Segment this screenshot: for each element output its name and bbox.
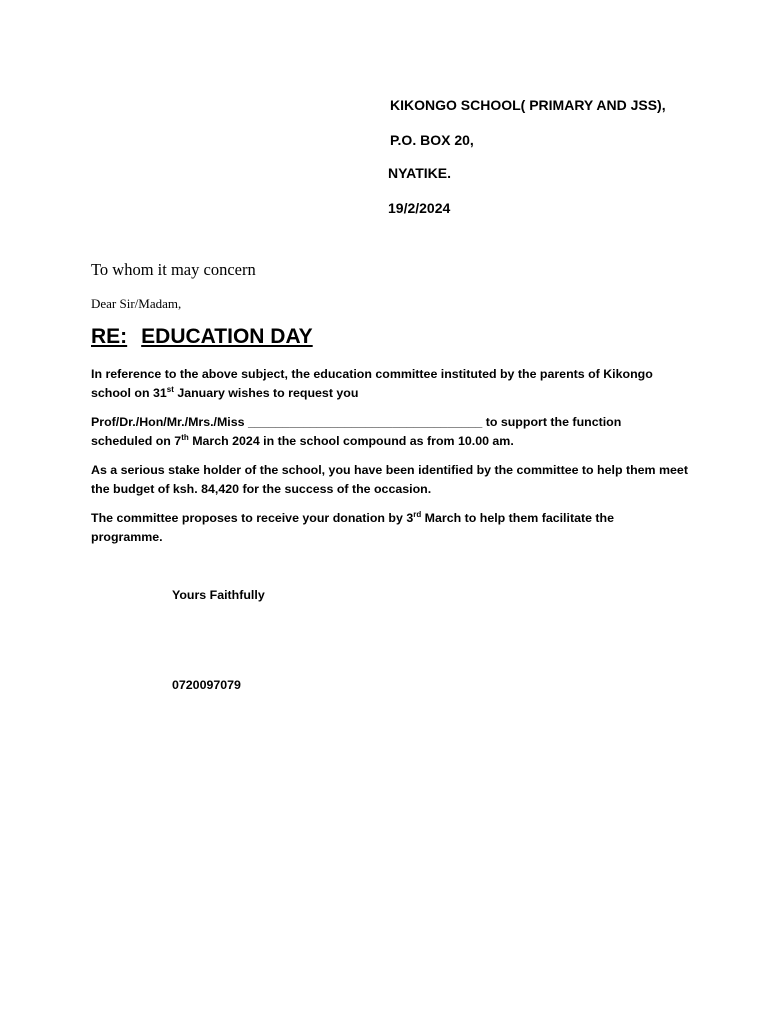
sender-school: KIKONGO SCHOOL( PRIMARY AND JSS),	[390, 97, 666, 113]
subject-prefix: RE:	[91, 325, 128, 348]
recipient-line: To whom it may concern	[91, 260, 256, 279]
paragraph-deadline: The committee proposes to receive your donation by 3rd March to help them facilitate the programme.	[91, 509, 615, 544]
sender-box: P.O. BOX 20,	[390, 132, 474, 148]
salutation: Dear Sir/Madam,	[91, 296, 182, 311]
letter-date: 19/2/2024	[388, 200, 451, 216]
phone-number: 0720097079	[172, 678, 241, 692]
sender-town: NYATIKE.	[388, 165, 452, 181]
subject-title: EDUCATION DAY	[141, 325, 313, 348]
paragraph-invite: Prof/Dr./Hon/Mr./Mrs./Miss __________________________________ to support the function scheduled on 7th March 2024 in the school compound as from 10.00 am.	[91, 415, 622, 448]
paragraph-request: In reference to the above subject, the education committee instituted by the parents of Kikongo school on 31st January wishes to request you	[91, 367, 653, 400]
closing-line: Yours Faithfully	[172, 588, 265, 602]
subject-heading	[91, 325, 313, 349]
paragraph-budget: As a serious stake holder of the school, you have been identified by the committee to help them meet the budget of ksh. 84,420 for the success of the occasion.	[91, 463, 688, 496]
